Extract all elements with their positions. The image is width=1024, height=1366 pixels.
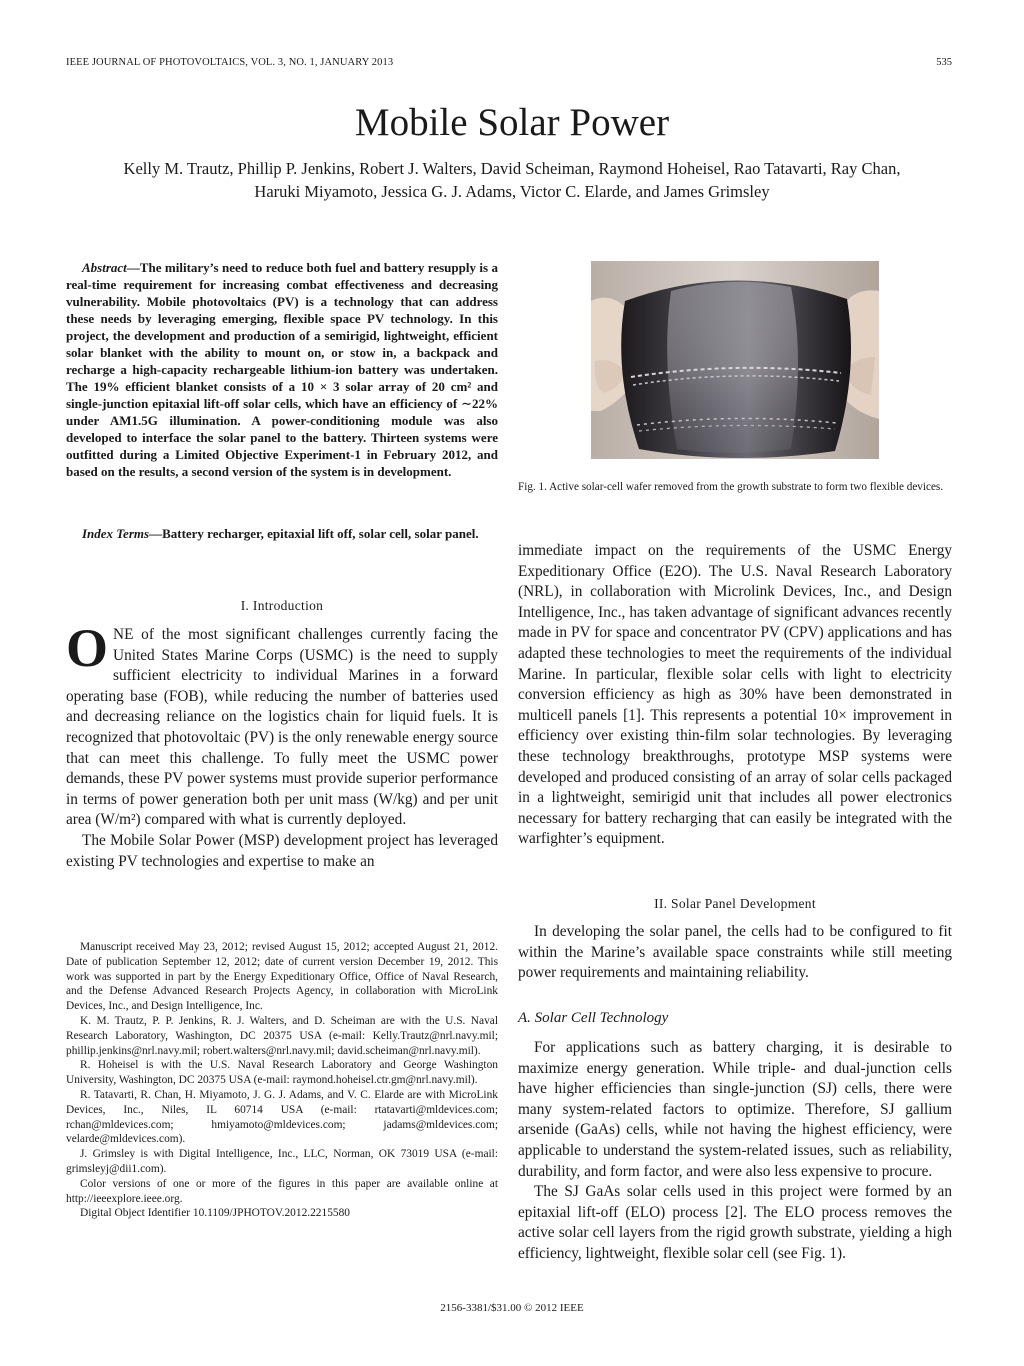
index-terms — [66, 525, 498, 542]
footnotes — [66, 940, 498, 1221]
footnote-manuscript: Manuscript received May 23, 2012; revised August 15, 2012; accepted August 21, 2012. Date of publication September 12, 2012; date of current version December 19, 2012. This work was supported in part by the Energy Expeditionary Office, Office of Naval Research, and the Defense Advanced Research Projects Agency, in collaboration with MicroLink Devices, Inc., and Design Intelligence, Inc. — [66, 941, 498, 1013]
subsection-a-paragraph-1: For applications such as battery charging, it is desirable to maximize energy generation. While triple- and dual-junction cells have higher efficiencies than single-junction (SJ) cells, there were many system-related factors to optimize. Therefore, SJ gallium arsenide (GaAs) cells, while not having the highest efficiency, were applicable to understand the system-related issues, such as reliability, durability, and form factor, and were also less expensive to procure. — [518, 1039, 952, 1180]
index-terms-text: —Battery recharger, epitaxial lift off, solar cell, solar panel. — [149, 526, 479, 541]
footnote-doi: Digital Object Identifier 10.1109/JPHOTOV.2012.2215580 — [80, 1207, 350, 1220]
subsection-a-paragraph-2: The SJ GaAs solar cells used in this project were formed by an epitaxial lift-off (ELO) process [2]. The ELO process removes the active solar cell layers from the rigid growth substrate, yielding a high efficiency, lightweight, flexible solar cell (see Fig. 1). — [518, 1183, 952, 1262]
solar-wafer-photo — [591, 261, 879, 459]
section-heading-introduction: I. Introduction — [240, 598, 324, 613]
introduction-body — [66, 618, 498, 872]
paper-title: Mobile Solar Power — [354, 101, 670, 144]
footnote-hoheisel: R. Hoheisel is with the U.S. Naval Research Laboratory and George Washington University, Washington, DC 20375 USA (e-mail: raymond.hoheisel.ctr.gm@nrl.navy.mil). — [66, 1059, 498, 1087]
footnote-grimsley: J. Grimsley is with Digital Intelligence, Inc., LLC, Norman, OK 73019 USA (e-mail: grimsleyj@dii1.com). — [66, 1148, 498, 1175]
author-list — [60, 157, 964, 203]
intro-paragraph-1: ONE of the most significant challenges currently facing the United States Marine Corps (USMC) is the need to supply sufficient electricity to individual Marines in a forward operating base (FOB), while reducing the number of batteries used and decreasing reliance on the logistics chain for liquid fuels. It is recognized that photovoltaic (PV) is the only renewable energy source that can meet this challenge. To fully meet the USMC power demands, these PV power systems must provide superior performance in terms of power generation both per unit mass (W/kg) and per unit area (W/m²) compared with what is currently deployed. — [66, 618, 498, 829]
figure-1-image — [591, 261, 879, 459]
index-terms-lead: Index Terms — [82, 526, 150, 541]
subsection-heading-solar-cell-technology: A. Solar Cell Technology — [518, 1010, 669, 1026]
section-heading-solar-panel-development: II. Solar Panel Development — [654, 896, 816, 911]
abstract-lead: Abstract — [82, 260, 127, 275]
abstract-text: —The military’s need to reduce both fuel and battery resupply is a real-time requirement for increasing combat effectiveness and decreasing vulnerability. Mobile photovoltaics (PV) is a technology that can address these needs by leveraging emerging, flexible space PV technology. In this project, the development and production of a semirigid, lightweight, efficient solar blanket with the ability to mount on, or stow in, a backpack and recharge a high-capacity rechargeable lithium-ion battery was undertaken. The 19% efficient blanket consists of a 10 × 3 solar array of 20 cm² and single-junction epitaxial lift-off solar cells, which have an efficiency of ∼22% under AM1.5G illumination. A power-conditioning module was also developed to interface the solar panel to the battery. Thirteen systems were outfitted during a Limited Objective Experiment-1 in February 2012, and based on the results, a second version of the system is in development. — [66, 260, 498, 479]
journal-header: IEEE JOURNAL OF PHOTOVOLTAICS, VOL. 3, NO. 1, JANUARY 2013 — [66, 57, 394, 68]
copyright-footer: 2156-3381/$31.00 © 2012 IEEE — [440, 1302, 584, 1314]
intro-continuation-paragraph: immediate impact on the requirements of the USMC Energy Expeditionary Office (E2O). The U.S. Naval Research Laboratory (NRL), in collaboration with Microlink Devices, Inc., and Design Intelligence, Inc., has taken advantage of significant advances recently made in PV for space and concentrator PV (CPV) applications and has adapted these technologies to meet the requirements of the individual Marine. In particular, flexible solar cells with light to electricity conversion efficiency as high as 30% have been demonstrated in multicell panels [1]. This represents a potential 10× improvement in efficiency over existing thin-film solar technologies. By leveraging these technology breakthroughs, prototype MSP systems were developed and produced consisting of an array of solar cells packaged in a lightweight, semirigid unit that includes all power electronics necessary for battery recharging that can easily be integrated with the warfighter’s equipment. — [518, 542, 952, 848]
page-number: 535 — [936, 57, 952, 68]
author-line-2: Haruki Miyamoto, Jessica G. J. Adams, Victor C. Elarde, and James Grimsley — [254, 182, 770, 201]
footnote-microlink-authors: R. Tatavarti, R. Chan, H. Miyamoto, J. G. J. Adams, and V. C. Elarde are with MicroLink Devices, Inc., Niles, IL 60714 USA (e-mail: rtatavarti@mldevices.com; rchan@mldevices.com; hmiyamoto@mldevices.com; jadams@mldevices.com; velarde@mldevices.com). — [66, 1088, 498, 1146]
footnote-nrl-authors: K. M. Trautz, P. P. Jenkins, R. J. Walters, and D. Scheiman are with the U.S. Naval Research Laboratory, Washington, DC 20375 USA (e-mail: Kelly.Trautz@nrl.navy.mil; phillip.jenkins@nrl.navy.mil; robert.walters@nrl.navy.mil; david.scheiman@nrl.navy.mil). — [66, 1014, 498, 1057]
footnote-color-versions: Color versions of one or more of the figures in this paper are available online at http://ieeexplore.ieee.org. — [66, 1177, 498, 1205]
figure-1-caption: Fig. 1. Active solar-cell wafer removed from the growth substrate to form two flexible devices. — [518, 481, 944, 493]
author-line-1: Kelly M. Trautz, Phillip P. Jenkins, Robert J. Walters, David Scheiman, Raymond Hoheisel, Rao Tatavarti, Ray Chan, — [123, 159, 901, 178]
drop-cap: O — [66, 618, 109, 678]
abstract — [66, 259, 498, 480]
right-column-body — [518, 541, 952, 850]
subsection-a-body — [518, 1038, 952, 1265]
section-2-intro — [518, 922, 952, 984]
section-2-paragraph-1: In developing the solar panel, the cells had to be configured to fit within the Marine’s available space constraints while still meeting power requirements and maintaining reliability. — [518, 923, 952, 982]
intro-paragraph-2: The Mobile Solar Power (MSP) development project has leveraged existing PV technologies and expertise to make an — [66, 831, 498, 870]
